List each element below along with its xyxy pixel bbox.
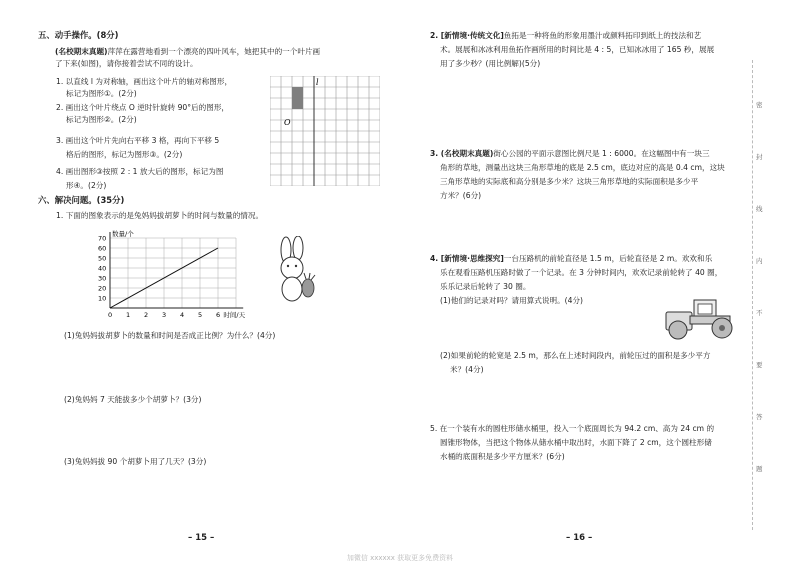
x-tick-label: 2 (144, 311, 149, 319)
carrot-line-chart (80, 224, 260, 324)
y-axis-label: 数量/个 (112, 230, 134, 238)
q3-text-2: 格后的图形，标记为图形③。(2分) (66, 150, 183, 159)
point-label-o: O (284, 118, 291, 127)
r-q4-part2: (2)如果前轮的轮宽是 2.5 m，那么在上述时间段内，前轮压过的面积是多少平方 (440, 351, 711, 360)
y-tick-label: 20 (98, 284, 107, 293)
q2-text-2: 标记为图形②。(2分) (66, 115, 137, 124)
section6-title: 六、解决问题。(35分) (38, 195, 125, 205)
x-tick-label: 4 (180, 311, 185, 319)
r-q3-line2: 角形的草地，测量出这块三角形草地的底是 2.5 cm，底边对应的高是 0.4 cm，这块 (440, 163, 725, 172)
binding-label: 答 (756, 413, 763, 421)
section5-intro: (名校期末真题)萍萍在露营地看到一个漂亮的四叶风车，她把其中的一个叶片画 (55, 47, 321, 56)
binding-label: 题 (756, 465, 763, 473)
s6-q1-part1: (1)兔妈妈拔胡萝卜的数量和时间是否成正比例？为什么？(4分) (64, 331, 276, 340)
r-q5-line2: 圆锥形物体，当把这个物体从储水桶中取出时，水面下降了 2 cm，这个圆柱形储 (440, 438, 712, 447)
road-roller-illustration (660, 292, 744, 340)
x-axis-label: 时间/天 (223, 311, 246, 319)
r-q4-part1: (1)他们的记录对吗？请用算式说明。(4分) (440, 296, 584, 305)
r-q4-line1: 4. [新情境·思维探究]一台压路机的前轮直径是 1.5 m，后轮直径是 2 m。欢欢和乐 (430, 254, 713, 263)
leaf-shape (292, 87, 303, 109)
r-q2-line1: 2. [新情境·传统文化]鱼拓是一种将鱼的形象用墨汁或颜料拓印到纸上的技法和艺 (430, 31, 702, 40)
r-q4-line2: 乐在观看压路机压路时做了一个记录。在 3 分钟时间内，欢欢记录前轮转了 40 圈， (440, 268, 723, 277)
binding-dashed-line (752, 60, 753, 530)
r-q5-line1: 5. 在一个装有水的圆柱形储水桶里，投入一个底面周长为 94.2 cm、高为 24 cm 的 (430, 424, 715, 433)
s6-q1-part3: (3)兔妈妈拔 90 个胡萝卜用了几天？(3分) (64, 457, 207, 466)
s6-q1-text: 1. 下面的图象表示的是兔妈妈拔胡萝卜的时间与数量的情况。 (56, 211, 264, 220)
x-tick-label: 5 (198, 311, 203, 319)
r-q3-line3: 三角形草地的实际底和高分别是多少米？这块三角形草地的实际面积是多少平 (440, 177, 699, 186)
section5-title: 五、动手操作。(8分) (38, 30, 119, 40)
q3-text: 3. 画出这个叶片先向右平移 3 格，再向下平移 5 (56, 136, 220, 145)
x-tick-label: 1 (126, 311, 131, 319)
tag-exam-2: 3. (名校期末真题) (430, 149, 494, 158)
drawing-grid (270, 76, 380, 186)
axis-label-l: l (316, 78, 319, 87)
tag-thinking: 4. [新情境·思维探究] (430, 254, 504, 263)
q4-text-2: 形④。(2分) (66, 181, 107, 190)
q2-text: 2. 画出这个叶片绕点 O 逆时针旋转 90°后的图形， (56, 103, 230, 112)
y-tick-label: 50 (98, 254, 107, 263)
q1-text-2: 标记为图形①。(2分) (66, 89, 137, 98)
r-q4-part2-b: 米？(4分) (450, 365, 484, 374)
right-page (400, 0, 800, 566)
binding-label: 要 (756, 361, 763, 369)
tag-exam: (名校期末真题) (55, 47, 108, 56)
x-tick-label: 3 (162, 311, 167, 319)
r-q3-line1: 3. (名校期末真题)街心公园的平面示意图比例尺是 1 : 6000。在这幅图中有一块三 (430, 149, 710, 158)
y-tick-label: 10 (98, 294, 107, 303)
tag-culture: 2. [新情境·传统文化] (430, 31, 504, 40)
binding-label: 密 (756, 101, 763, 109)
section5-intro-line2: 了下来(如图)，请你接着尝试不同的设计。 (55, 59, 198, 68)
y-tick-label: 40 (98, 264, 107, 273)
binding-label: 内 (756, 257, 763, 265)
r-q2-line2: 术。展展和冰冰利用鱼拓作画所用的时间比是 4 : 5，已知冰冰用了 165 秒，展展 (440, 45, 715, 54)
s6-q1-part2: (2)兔妈妈 7 天能拔多少个胡萝卜？(3分) (64, 395, 202, 404)
footer-watermark: 加微信 xxxxxx 获取更多免费资料 (346, 554, 454, 562)
r-q4-line3: 乐乐记录后轮转了 30 圈。 (440, 282, 531, 291)
r-q3-line4: 方米？(6分) (440, 191, 482, 200)
binding-label: 不 (756, 309, 763, 317)
y-tick-label: 30 (98, 274, 107, 283)
x-tick-label: 6 (216, 311, 221, 319)
y-tick-label: 60 (98, 244, 107, 253)
r-q2-line3: 用了多少秒？(用比例解)(5分) (440, 59, 541, 68)
q4-text: 4. 画出图形③按照 2 : 1 放大后的图形，标记为图 (56, 167, 224, 176)
binding-label: 线 (756, 205, 763, 213)
binding-label: 封 (756, 153, 763, 161)
page-number-right: – 16 – (566, 533, 593, 543)
q1-text: 1. 以直线 l 为对称轴，画出这个叶片的轴对称图形， (56, 77, 233, 86)
y-tick-label: 70 (98, 234, 107, 243)
rabbit-illustration (258, 236, 330, 306)
x-tick-label: 0 (108, 311, 113, 319)
page-number-left: – 15 – (188, 533, 215, 543)
r-q5-line3: 水桶的底面积是多少平方厘米？(6分) (440, 452, 565, 461)
